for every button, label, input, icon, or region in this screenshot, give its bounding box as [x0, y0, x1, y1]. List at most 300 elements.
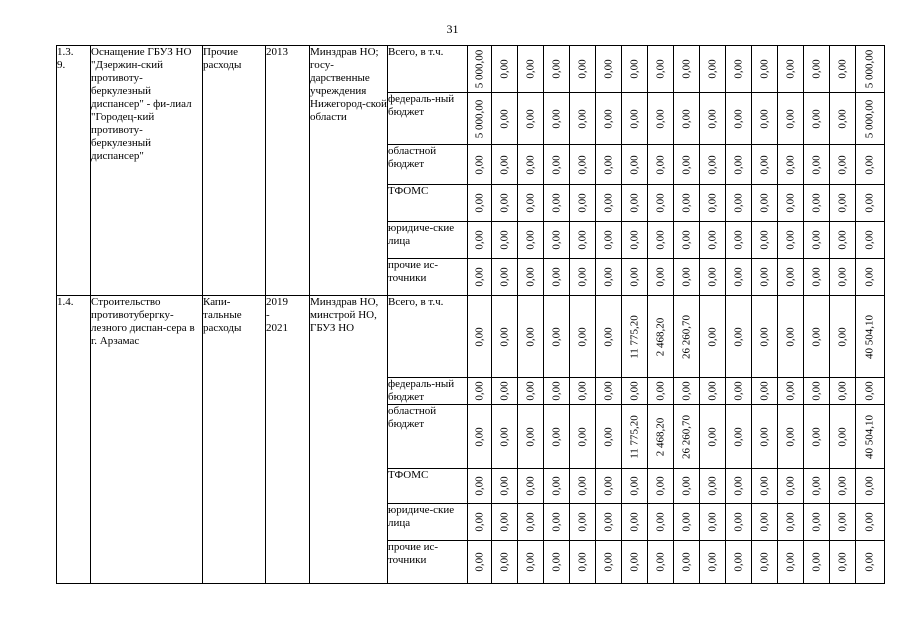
amount-value: 0,00 — [498, 426, 510, 447]
amount-value: 0,00 — [680, 267, 692, 287]
amount-cell — [544, 405, 570, 469]
amount-cell — [648, 93, 674, 145]
amount-cell — [622, 259, 648, 296]
amount-cell — [544, 541, 570, 584]
amount-value: 0,00 — [784, 267, 796, 287]
amount-cell — [856, 185, 885, 222]
amount-value: 0,00 — [680, 193, 692, 213]
amount-cell — [468, 93, 492, 145]
amount-value: 0,00 — [784, 476, 796, 496]
amount-cell — [856, 541, 885, 584]
amount-cell — [492, 405, 518, 469]
amount-value: 2 468,20 — [654, 317, 666, 356]
item-name: Оснащение ГБУЗ НО "Дзержин-ский противоту-беркулезный диспансер" - фи-лиал "Городец-кий противоту-беркулезный диспансер" — [91, 46, 203, 296]
amount-cell — [468, 504, 492, 541]
amount-cell — [492, 504, 518, 541]
amount-value: 0,00 — [706, 230, 718, 250]
item-name: Строительство противотубергку-лезного диспан-сера в г. Арзамас — [91, 296, 203, 584]
amount-value: 0,00 — [784, 326, 796, 347]
amount-value: 0,00 — [758, 326, 770, 347]
amount-value: 0,00 — [680, 512, 692, 532]
amount-cell — [856, 93, 885, 145]
amount-cell — [830, 145, 856, 185]
amount-cell — [726, 504, 752, 541]
amount-value: 0,00 — [784, 193, 796, 213]
amount-cell — [596, 222, 622, 259]
amount-cell — [622, 93, 648, 145]
amount-cell — [726, 93, 752, 145]
amount-value: 0,00 — [550, 426, 562, 447]
amount-value: 0,00 — [758, 426, 770, 447]
amount-cell — [726, 259, 752, 296]
amount-value: 0,00 — [628, 193, 640, 213]
amount-value: 0,00 — [602, 476, 614, 496]
amount-value: 0,00 — [706, 193, 718, 213]
amount-value: 0,00 — [784, 426, 796, 447]
amount-cell — [752, 185, 778, 222]
amount-value: 0,00 — [706, 476, 718, 496]
amount-cell — [544, 469, 570, 504]
amount-value: 0,00 — [732, 108, 744, 129]
amount-cell — [726, 405, 752, 469]
amount-cell — [778, 259, 804, 296]
amount-cell — [856, 46, 885, 93]
amount-cell — [622, 504, 648, 541]
amount-value: 0,00 — [602, 193, 614, 213]
funding-source: Всего, в т.ч. — [388, 296, 468, 378]
amount-value: 0,00 — [654, 108, 666, 129]
amount-cell — [700, 222, 726, 259]
amount-cell — [570, 296, 596, 378]
amount-cell — [674, 469, 700, 504]
amount-value: 0,00 — [654, 267, 666, 287]
amount-value: 0,00 — [784, 108, 796, 129]
amount-value: 0,00 — [758, 476, 770, 496]
amount-cell — [778, 46, 804, 93]
amount-value: 0,00 — [473, 426, 485, 447]
amount-cell — [856, 145, 885, 185]
amount-value: 0,00 — [576, 108, 588, 129]
amount-cell — [622, 296, 648, 378]
amount-value: 0,00 — [524, 267, 536, 287]
amount-value: 11 775,20 — [628, 414, 640, 459]
amount-cell — [804, 185, 830, 222]
amount-value: 0,00 — [758, 230, 770, 250]
amount-cell — [830, 405, 856, 469]
amount-cell — [648, 185, 674, 222]
amount-cell — [674, 405, 700, 469]
funding-source: прочие ис-точники — [388, 541, 468, 584]
amount-value: 0,00 — [550, 193, 562, 213]
amount-value: 0,00 — [550, 512, 562, 532]
amount-cell — [596, 185, 622, 222]
amount-value: 26 260,70 — [680, 314, 692, 359]
amount-value: 0,00 — [473, 267, 485, 287]
amount-cell — [778, 405, 804, 469]
amount-cell — [830, 541, 856, 584]
amount-value: 0,00 — [550, 381, 562, 401]
amount-cell — [648, 469, 674, 504]
amount-cell — [726, 145, 752, 185]
amount-cell — [830, 469, 856, 504]
amount-cell — [648, 46, 674, 93]
funding-source: федераль-ный бюджет — [388, 93, 468, 145]
amount-cell — [492, 222, 518, 259]
amount-cell — [700, 378, 726, 405]
amount-cell — [544, 296, 570, 378]
amount-value: 5 000,00 — [473, 49, 485, 89]
amount-cell — [468, 378, 492, 405]
amount-value: 0,00 — [706, 59, 718, 79]
amount-value: 0,00 — [732, 552, 744, 572]
amount-value: 0,00 — [576, 476, 588, 496]
amount-value: 0,00 — [576, 154, 588, 175]
amount-cell — [468, 145, 492, 185]
amount-cell — [778, 541, 804, 584]
amount-value: 0,00 — [576, 326, 588, 347]
amount-value: 0,00 — [810, 326, 822, 347]
amount-value: 0,00 — [706, 108, 718, 129]
amount-cell — [596, 145, 622, 185]
amount-cell — [830, 46, 856, 93]
amount-value: 0,00 — [706, 267, 718, 287]
amount-cell — [468, 469, 492, 504]
amount-value: 0,00 — [810, 476, 822, 496]
amount-value: 0,00 — [758, 193, 770, 213]
amount-value: 0,00 — [863, 193, 876, 213]
amount-cell — [570, 185, 596, 222]
amount-cell — [700, 185, 726, 222]
amount-cell — [622, 46, 648, 93]
amount-value: 0,00 — [758, 267, 770, 287]
amount-value: 0,00 — [680, 552, 692, 572]
amount-value: 0,00 — [654, 552, 666, 572]
amount-value: 0,00 — [732, 267, 744, 287]
amount-cell — [570, 541, 596, 584]
amount-cell — [492, 145, 518, 185]
amount-cell — [570, 405, 596, 469]
amount-value: 0,00 — [758, 154, 770, 175]
amount-cell — [778, 504, 804, 541]
amount-cell — [726, 378, 752, 405]
amount-cell — [674, 378, 700, 405]
amount-value: 0,00 — [602, 230, 614, 250]
amount-cell — [622, 469, 648, 504]
amount-cell — [856, 378, 885, 405]
amount-value: 40 504,10 — [863, 414, 876, 459]
amount-cell — [518, 93, 544, 145]
amount-cell — [622, 378, 648, 405]
amount-cell — [726, 46, 752, 93]
item-number: 1.4. — [57, 296, 91, 584]
amount-value: 0,00 — [810, 59, 822, 79]
amount-value: 0,00 — [628, 108, 640, 129]
amount-value: 0,00 — [758, 512, 770, 532]
budget-table — [56, 45, 885, 584]
amount-cell — [674, 185, 700, 222]
amount-value: 0,00 — [576, 59, 588, 79]
amount-value: 0,00 — [732, 426, 744, 447]
amount-value: 0,00 — [602, 108, 614, 129]
amount-cell — [596, 93, 622, 145]
amount-cell — [726, 541, 752, 584]
amount-cell — [570, 259, 596, 296]
year-value: 2019 — [266, 296, 288, 308]
amount-value: 0,00 — [836, 230, 848, 250]
amount-value: 0,00 — [524, 193, 536, 213]
amount-value: 0,00 — [680, 108, 692, 129]
amount-cell — [674, 145, 700, 185]
amount-cell — [752, 259, 778, 296]
funding-source: областной бюджет — [388, 405, 468, 469]
implementation-years — [266, 46, 310, 296]
amount-cell — [544, 145, 570, 185]
amount-cell — [518, 185, 544, 222]
amount-cell — [726, 469, 752, 504]
amount-value: 0,00 — [654, 193, 666, 213]
implementation-years — [266, 296, 310, 584]
amount-value: 0,00 — [524, 476, 536, 496]
amount-cell — [778, 222, 804, 259]
amount-value: 0,00 — [836, 381, 848, 401]
amount-value: 0,00 — [628, 59, 640, 79]
amount-value: 0,00 — [602, 381, 614, 401]
amount-value: 0,00 — [784, 552, 796, 572]
amount-value: 0,00 — [602, 59, 614, 79]
amount-cell — [778, 93, 804, 145]
amount-cell — [570, 145, 596, 185]
amount-cell — [468, 259, 492, 296]
amount-value: 0,00 — [550, 267, 562, 287]
amount-cell — [518, 504, 544, 541]
amount-value: 0,00 — [863, 476, 876, 496]
amount-cell — [492, 46, 518, 93]
amount-value: 0,00 — [473, 193, 485, 213]
amount-value: 0,00 — [810, 108, 822, 129]
amount-cell — [518, 378, 544, 405]
amount-cell — [674, 93, 700, 145]
amount-value: 0,00 — [524, 381, 536, 401]
amount-value: 0,00 — [524, 326, 536, 347]
amount-value: 0,00 — [836, 108, 848, 129]
amount-value: 0,00 — [602, 512, 614, 532]
amount-value: 0,00 — [863, 552, 876, 572]
amount-value: 0,00 — [706, 381, 718, 401]
executor: Минздрав НО, минстрой НО, ГБУЗ НО — [310, 296, 388, 584]
amount-cell — [804, 222, 830, 259]
amount-value: 0,00 — [680, 476, 692, 496]
amount-value: 0,00 — [732, 326, 744, 347]
amount-value: 5 000,00 — [473, 99, 485, 138]
amount-value: 0,00 — [863, 267, 876, 287]
amount-value: 0,00 — [836, 326, 848, 347]
amount-value: 0,00 — [732, 512, 744, 532]
amount-cell — [648, 296, 674, 378]
amount-value: 0,00 — [524, 426, 536, 447]
amount-cell — [518, 405, 544, 469]
amount-cell — [544, 185, 570, 222]
amount-cell — [596, 405, 622, 469]
amount-value: 0,00 — [863, 154, 876, 175]
amount-cell — [778, 469, 804, 504]
amount-value: 11 775,20 — [628, 314, 640, 359]
amount-value: 0,00 — [473, 512, 485, 532]
table-row — [57, 46, 885, 93]
amount-cell — [700, 469, 726, 504]
amount-cell — [492, 93, 518, 145]
amount-value: 0,00 — [628, 512, 640, 532]
amount-cell — [596, 541, 622, 584]
amount-cell — [804, 405, 830, 469]
funding-source: областной бюджет — [388, 145, 468, 185]
amount-cell — [726, 222, 752, 259]
amount-value: 0,00 — [732, 59, 744, 79]
amount-cell — [804, 145, 830, 185]
amount-cell — [752, 378, 778, 405]
amount-value: 0,00 — [524, 552, 536, 572]
amount-cell — [830, 259, 856, 296]
amount-cell — [674, 296, 700, 378]
amount-value: 0,00 — [732, 476, 744, 496]
amount-cell — [518, 541, 544, 584]
amount-cell — [492, 541, 518, 584]
amount-value: 0,00 — [498, 552, 510, 572]
amount-value: 0,00 — [836, 476, 848, 496]
amount-cell — [726, 185, 752, 222]
amount-cell — [622, 145, 648, 185]
amount-value: 0,00 — [810, 381, 822, 401]
amount-value: 0,00 — [810, 512, 822, 532]
amount-value: 0,00 — [473, 326, 485, 347]
amount-cell — [544, 46, 570, 93]
amount-value: 0,00 — [473, 552, 485, 572]
amount-cell — [752, 296, 778, 378]
amount-cell — [518, 259, 544, 296]
amount-cell — [518, 145, 544, 185]
amount-cell — [518, 296, 544, 378]
amount-value: 0,00 — [628, 476, 640, 496]
amount-cell — [752, 504, 778, 541]
amount-value: 0,00 — [524, 59, 536, 79]
amount-value: 0,00 — [810, 230, 822, 250]
amount-value: 0,00 — [654, 59, 666, 79]
amount-cell — [544, 259, 570, 296]
amount-value: 0,00 — [836, 193, 848, 213]
amount-value: 0,00 — [810, 193, 822, 213]
amount-value: 0,00 — [576, 193, 588, 213]
year-value: 2021 — [266, 322, 288, 334]
amount-cell — [674, 222, 700, 259]
amount-cell — [830, 378, 856, 405]
amount-value: 0,00 — [810, 426, 822, 447]
amount-cell — [804, 469, 830, 504]
amount-cell — [544, 378, 570, 405]
amount-value: 0,00 — [810, 552, 822, 572]
amount-value: 0,00 — [836, 426, 848, 447]
amount-cell — [468, 222, 492, 259]
amount-value: 0,00 — [654, 476, 666, 496]
amount-value: 0,00 — [524, 154, 536, 175]
amount-value: 0,00 — [628, 154, 640, 175]
amount-value: 0,00 — [473, 154, 485, 175]
amount-value: 0,00 — [784, 59, 796, 79]
amount-value: 0,00 — [654, 230, 666, 250]
amount-cell — [856, 296, 885, 378]
amount-value: 0,00 — [654, 512, 666, 532]
amount-value: 0,00 — [784, 512, 796, 532]
amount-value: 0,00 — [810, 267, 822, 287]
amount-cell — [856, 259, 885, 296]
amount-cell — [700, 259, 726, 296]
amount-cell — [648, 504, 674, 541]
amount-cell — [700, 296, 726, 378]
amount-cell — [492, 469, 518, 504]
amount-cell — [752, 541, 778, 584]
amount-cell — [570, 504, 596, 541]
amount-value: 0,00 — [602, 154, 614, 175]
amount-value: 0,00 — [498, 381, 510, 401]
amount-cell — [804, 259, 830, 296]
amount-value: 0,00 — [680, 59, 692, 79]
expense-type: Прочие расходы — [203, 46, 266, 296]
amount-value: 0,00 — [654, 154, 666, 175]
amount-cell — [752, 93, 778, 145]
amount-cell — [596, 378, 622, 405]
amount-value: 0,00 — [628, 230, 640, 250]
amount-cell — [622, 541, 648, 584]
funding-source: Всего, в т.ч. — [388, 46, 468, 93]
amount-cell — [518, 46, 544, 93]
amount-value: 0,00 — [550, 59, 562, 79]
amount-cell — [804, 504, 830, 541]
amount-cell — [648, 541, 674, 584]
amount-value: 0,00 — [498, 230, 510, 250]
amount-cell — [778, 378, 804, 405]
amount-value: 0,00 — [498, 59, 510, 79]
amount-value: 0,00 — [576, 552, 588, 572]
amount-cell — [830, 222, 856, 259]
funding-source: ТФОМС — [388, 185, 468, 222]
amount-value: 0,00 — [498, 193, 510, 213]
amount-cell — [648, 145, 674, 185]
amount-cell — [648, 405, 674, 469]
amount-value: 0,00 — [576, 512, 588, 532]
amount-cell — [752, 469, 778, 504]
amount-value: 0,00 — [784, 381, 796, 401]
amount-value: 0,00 — [498, 476, 510, 496]
year-value: 2013 — [266, 46, 288, 58]
amount-cell — [492, 185, 518, 222]
amount-cell — [544, 93, 570, 145]
amount-value: 26 260,70 — [680, 414, 692, 459]
amount-value: 0,00 — [473, 476, 485, 496]
amount-value: 0,00 — [498, 108, 510, 129]
amount-cell — [856, 469, 885, 504]
amount-cell — [778, 185, 804, 222]
amount-value: 0,00 — [524, 230, 536, 250]
amount-value: 0,00 — [706, 154, 718, 175]
amount-cell — [468, 296, 492, 378]
amount-cell — [752, 405, 778, 469]
amount-cell — [570, 93, 596, 145]
amount-value: 0,00 — [473, 230, 485, 250]
amount-cell — [674, 46, 700, 93]
amount-cell — [674, 541, 700, 584]
amount-cell — [752, 46, 778, 93]
amount-value: 0,00 — [524, 512, 536, 532]
amount-value: 0,00 — [602, 426, 614, 447]
page-number: 31 — [446, 22, 459, 36]
